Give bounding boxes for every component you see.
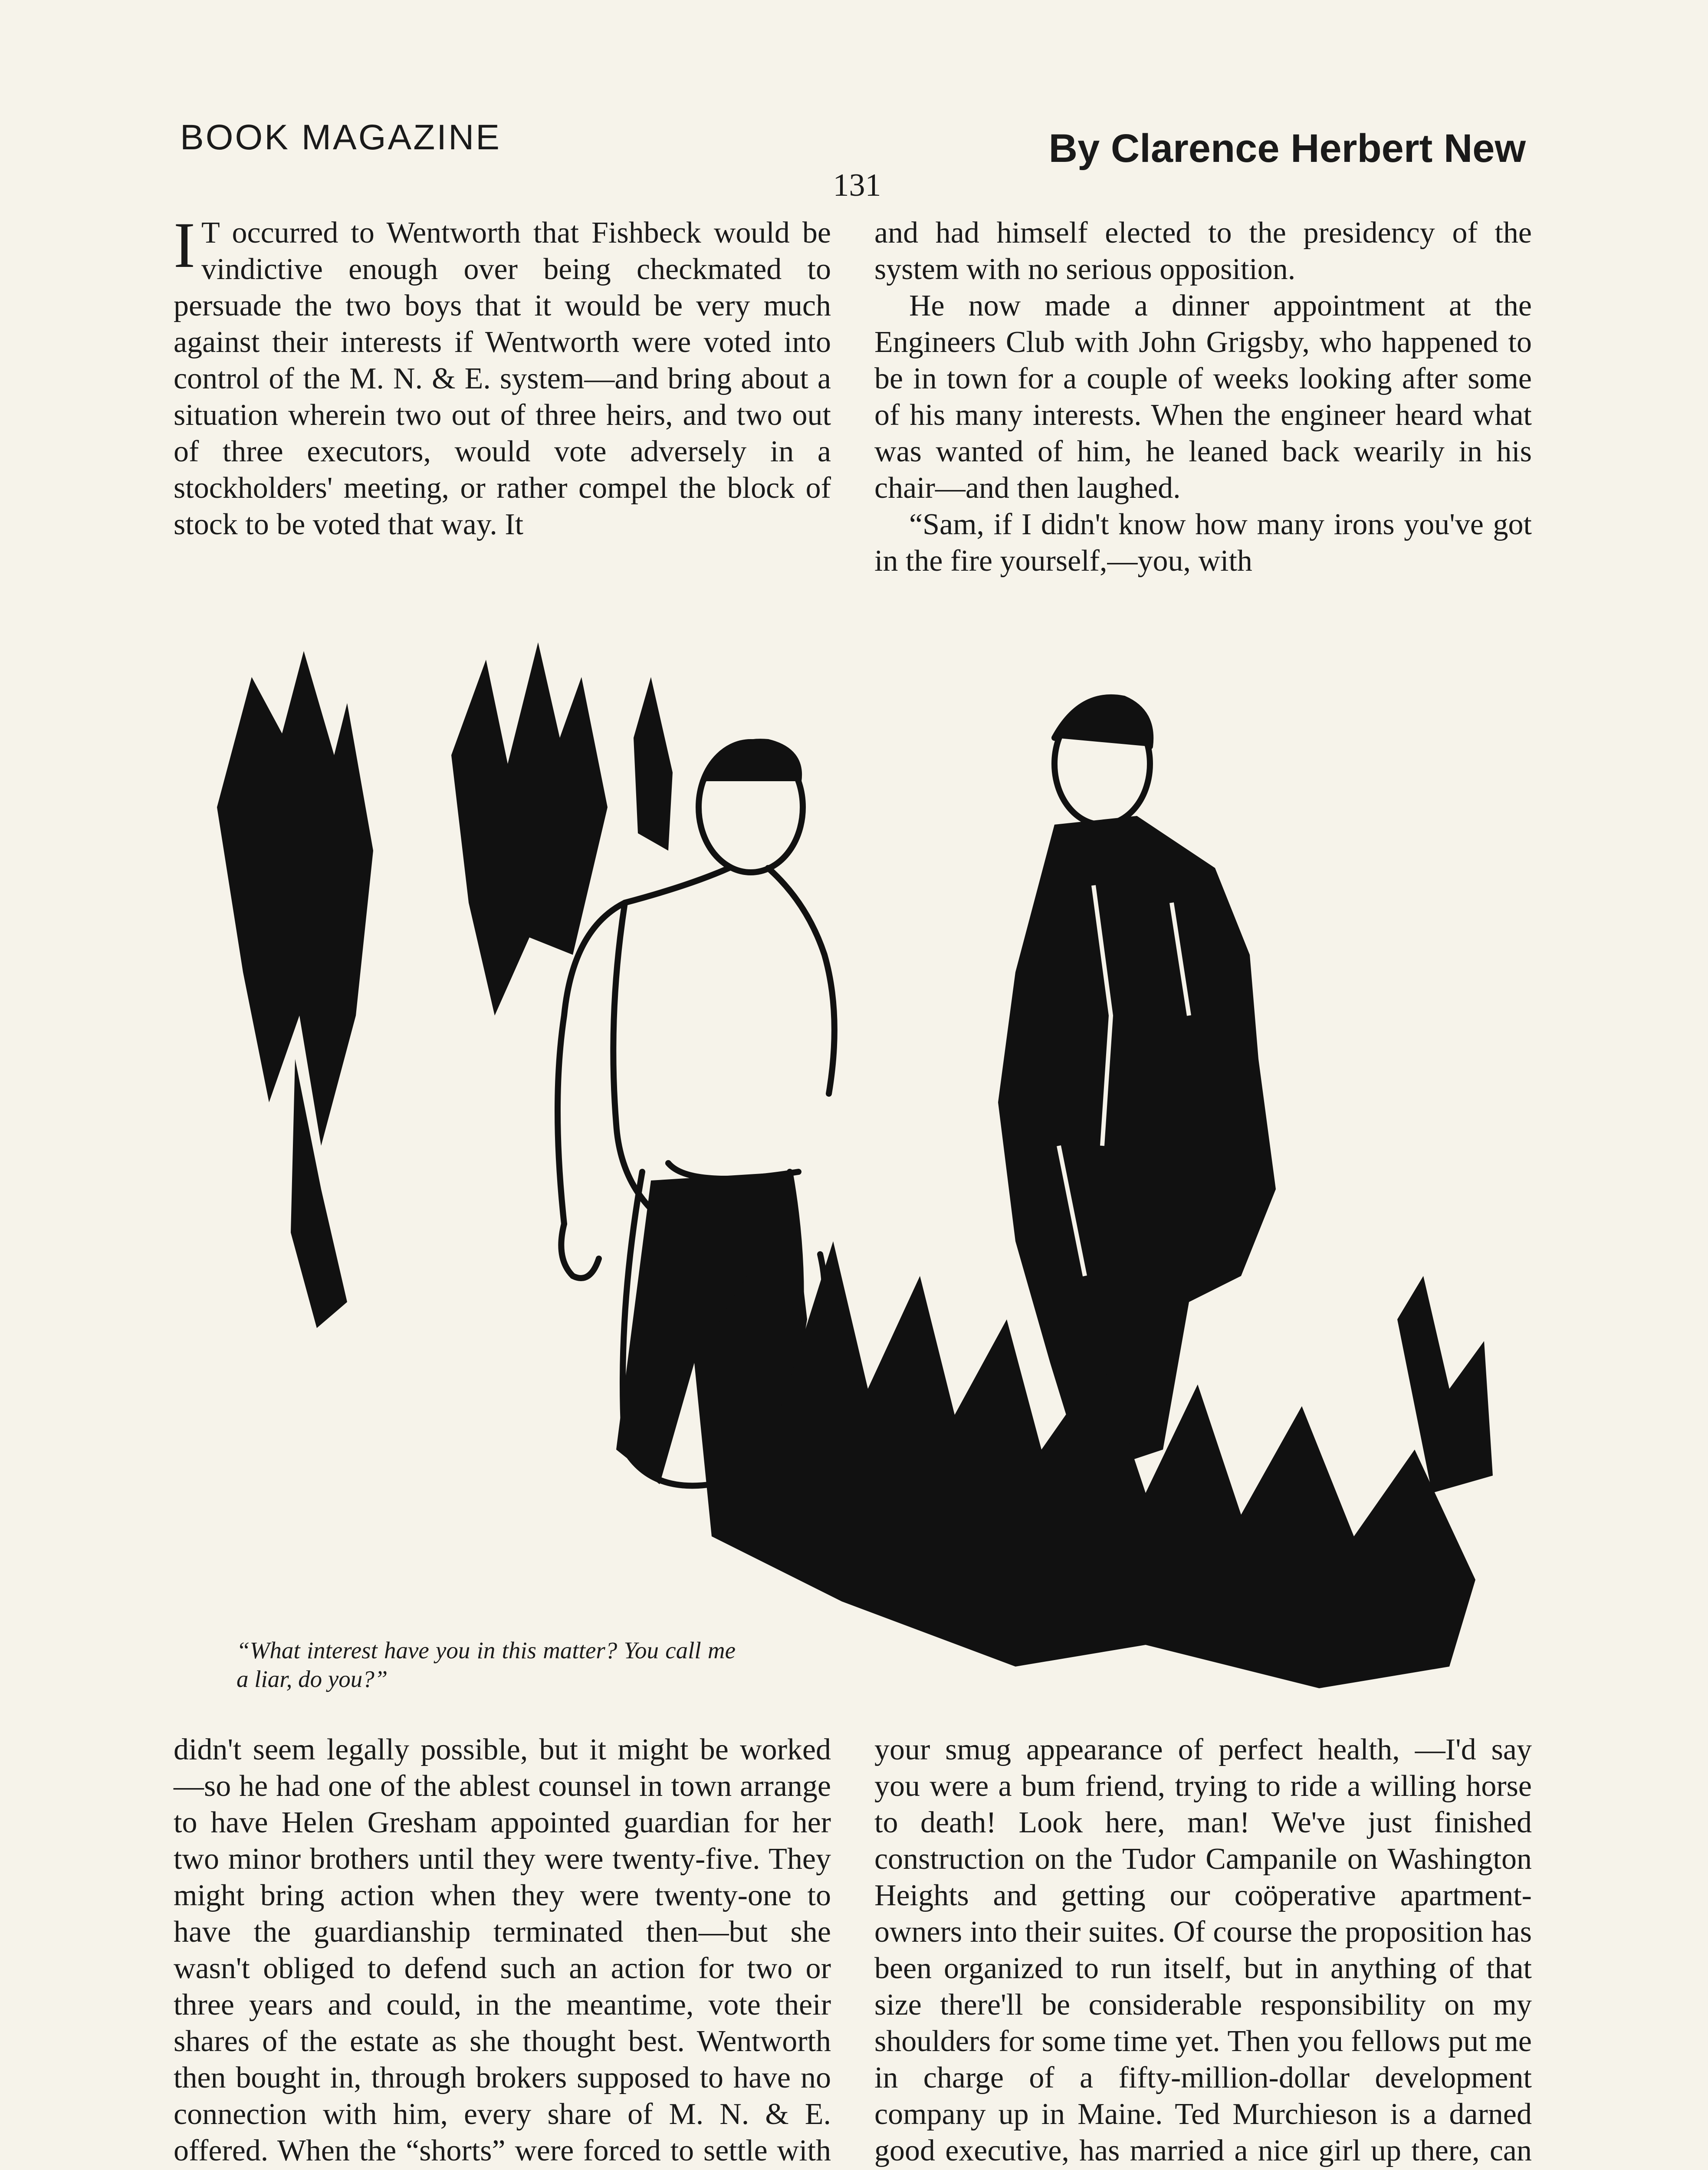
drop-cap: I <box>174 209 195 281</box>
paragraph <box>174 209 831 543</box>
magazine-title: BOOK MAGAZINE <box>180 118 501 157</box>
paragraph-text: T occurred to Wentworth that Fishbeck would be vindictive enough over being checkmated to persuade the two boys that it would be very much against their interests if Wentworth were voted into control of the M. N. & E. system—and bring about a situation wherein two out of three heirs, and two out of three executors, would vote adversely in a stockholders' meeting, or rather compel the block of stock to be voted that way. It <box>174 216 831 541</box>
paragraph: your smug appearance of perfect health, —I'd say you were a bum friend, trying to ride a willing horse to death! Look here, man! We've just finished construction on the Tudor Campanile on Washington Heights and getting our coöperative apartment-owners into their suites. Of course the proposition has been organized to run itself, but in anything of that size there'll be considerable responsibility on my shoulders for some time yet. Then you fellows put me in charge of a fifty-million-dollar development company up in Maine. Ted Murchieson is a darned good executive, has married a nice girl up there, can <box>874 1733 1532 2167</box>
text-column-top-left <box>174 209 831 543</box>
text-column-bottom-right <box>874 1732 1532 2170</box>
page-number: 131 <box>833 168 881 203</box>
author-byline: By Clarence Herbert New <box>1048 126 1526 171</box>
paragraph: didn't seem legally possible, but it might be worked—so he had one of the ablest counsel in town arrange to have Helen Gresham appointed guardian for her two minor brothers until they were twenty-five. They might bring action when they were twenty-one to have the guardianship terminated then—but she wasn't obliged to defend such an action for two or three years and could, in the meantime, vote their shares of the estate as she thought best. Wentworth then bought in, through brokers supposed to have no connection with him, every share of M. N. & E. offered. When the “shorts” were forced to settle with <box>174 1733 831 2167</box>
paragraph: “Sam, if I didn't know how many irons you've got in the fire yourself,—you, with <box>874 508 1532 578</box>
paragraph: He now made a dinner appointment at the Engineers Club with John Grigsby, who happened to be in town for a couple of weeks looking after some of his many interests. When the engineer heard what was wanted of him, he leaned back wearily in his chair—and then laughed. <box>874 289 1532 505</box>
man-right-jacket <box>998 816 1276 1476</box>
story-illustration <box>191 625 1519 1727</box>
text-column-top-right <box>874 215 1532 579</box>
man-right-figure <box>1054 697 1150 825</box>
paragraph: and had himself elected to the presidency of the system with no serious opposition. <box>874 216 1532 286</box>
illustration-caption: “What interest have you in this matter? You call me a liar, do you?” <box>236 1637 736 1692</box>
foliage-left <box>217 642 673 1328</box>
text-column-bottom-left <box>174 1732 831 2170</box>
